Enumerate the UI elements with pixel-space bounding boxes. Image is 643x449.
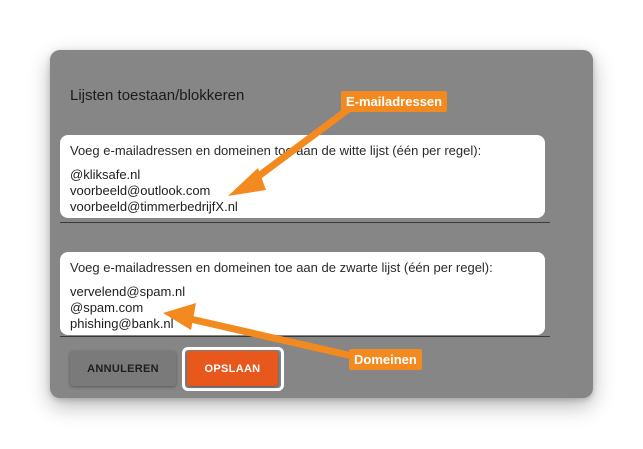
dialog-title: Lijsten toestaan/blokkeren bbox=[70, 87, 245, 104]
domain-arrow-line bbox=[186, 318, 348, 355]
blacklist-entry: vervelend@spam.nl bbox=[70, 284, 186, 299]
cancel-button[interactable]: ANNULEREN bbox=[70, 351, 176, 386]
whitelist-label: Voeg e-mailadressen en domeinen toe aan de witte lijst (één per regel): bbox=[70, 143, 482, 158]
whitelist-entry: voorbeeld@timmerbedrijfX.nl bbox=[70, 199, 238, 214]
blacklist-entry: phishing@bank.nl bbox=[70, 316, 174, 331]
blacklist-entry: @spam.com bbox=[70, 300, 144, 315]
whitelist-entry: @kliksafe.nl bbox=[70, 167, 141, 182]
email-callout: E-mailadressen bbox=[341, 91, 447, 112]
domain-arrow-head bbox=[163, 303, 196, 330]
save-button[interactable]: OPSLAAN bbox=[187, 351, 278, 386]
whitelist-entry: voorbeeld@outlook.com bbox=[70, 183, 211, 198]
blacklist-label: Voeg e-mailadressen en domeinen toe aan de zwarte lijst (één per regel): bbox=[70, 260, 493, 275]
email-arrow-line bbox=[248, 108, 350, 184]
domain-callout: Domeinen bbox=[349, 349, 422, 370]
